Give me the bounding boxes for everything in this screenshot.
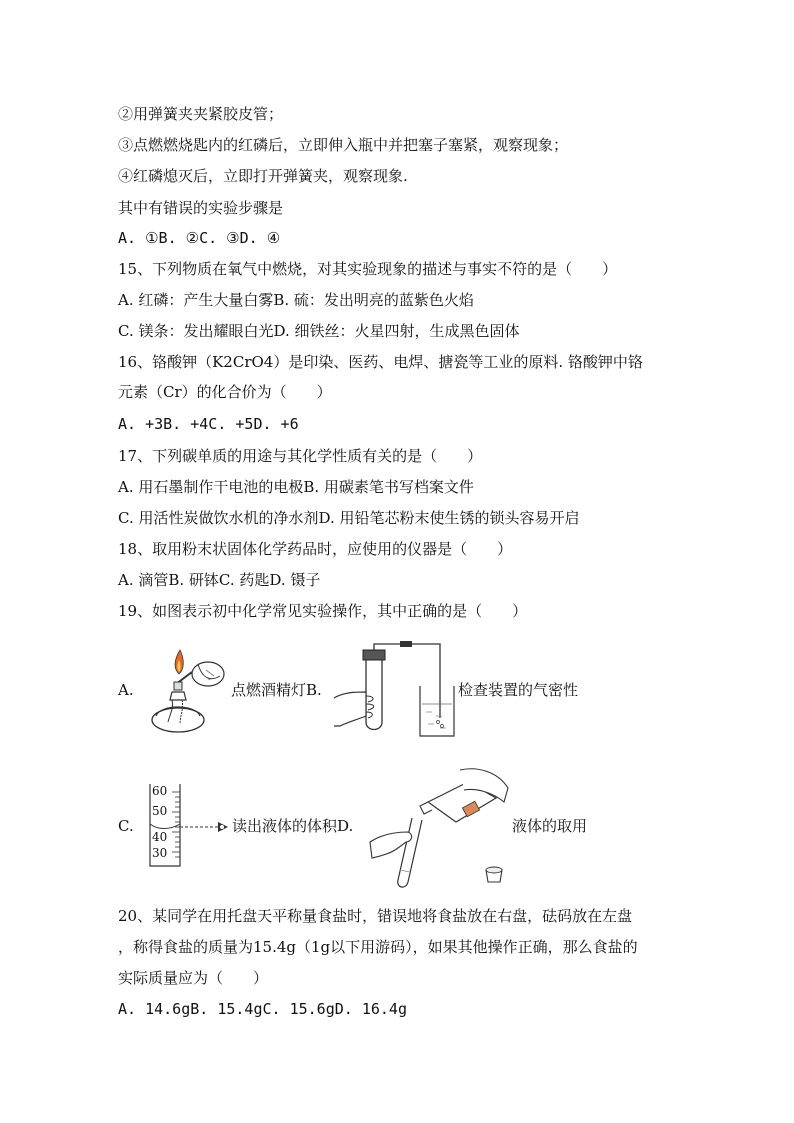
liquid-pouring-figure bbox=[368, 762, 513, 892]
q20-options: A. 14.6gB. 15.4gC. 15.6gD. 16.4g bbox=[118, 1000, 407, 1018]
q16-stem-line2: 元素（Cr）的化合价为（ ） bbox=[118, 383, 332, 401]
q17-stem: 17、下列碳单质的用途与其化学性质有关的是（ ） bbox=[118, 447, 483, 465]
q15-options-cd: C. 镁条：发出耀眼白光D. 细铁丝：火星四射，生成黑色固体 bbox=[118, 322, 520, 340]
q17-options-cd: C. 用活性炭做饮水机的净水剂D. 用铅笔芯粉末使生锈的锁头容易开启 bbox=[118, 509, 580, 527]
step-3-text: ③点燃燃烧匙内的红磷后，立即伸入瓶中并把塞子塞紧，观察现象； bbox=[118, 136, 569, 154]
q17-options-ab: A. 用石墨制作干电池的电极B. 用碳素笔书写档案文件 bbox=[118, 478, 474, 496]
step-4-text: ④红磷熄灭后，立即打开弹簧夹，观察现象. bbox=[118, 167, 408, 185]
scale-tick-60: 60 bbox=[152, 784, 168, 798]
option-d-text: 液体的取用 bbox=[512, 817, 588, 835]
scale-tick-40: 40 bbox=[152, 830, 168, 844]
q16-options: A. +3B. +4C. +5D. +6 bbox=[118, 415, 299, 433]
option-c-label: C. bbox=[118, 817, 134, 835]
q20-stem-line2: ，称得食盐的质量为15.4g（1g以下用游码），如果其他操作正确，那么食盐的 bbox=[118, 938, 638, 956]
option-c-text: 读出液体的体积D. bbox=[232, 817, 354, 835]
scale-tick-30: 30 bbox=[152, 846, 168, 860]
step-2-text: ②用弹簧夹夹紧胶皮管； bbox=[118, 105, 284, 123]
q15-stem: 15、下列物质在氧气中燃烧，对其实验现象的描述与事实不符的是（ ） bbox=[118, 260, 618, 278]
q19-stem: 19、如图表示初中化学常见实验操作，其中正确的是（ ） bbox=[118, 602, 528, 620]
q14-options: A. ①B. ②C. ③D. ④ bbox=[118, 229, 281, 247]
q18-options: A. 滴管B. 研钵C. 药匙D. 镊子 bbox=[118, 571, 321, 589]
q14-question-tail: 其中有错误的实验步骤是 bbox=[118, 199, 284, 217]
airtightness-check-figure bbox=[330, 640, 460, 740]
option-b-text: 检查装置的气密性 bbox=[458, 681, 579, 699]
q16-stem-line1: 16、铬酸钾（K2CrO4）是印染、医药、电焊、搪瓷等工业的原料. 铬酸钾中铬 bbox=[118, 353, 643, 371]
q15-options-ab: A. 红磷：产生大量白雾B. 硫：发出明亮的蓝紫色火焰 bbox=[118, 291, 474, 309]
alcohol-lamp-lighting-figure bbox=[146, 642, 228, 738]
scale-tick-50: 50 bbox=[152, 804, 168, 818]
q20-stem-line1: 20、某同学在用托盘天平称量食盐时，错误地将食盐放在右盘，砝码放在左盘 bbox=[118, 907, 633, 925]
option-a-label: A. bbox=[118, 681, 134, 699]
q20-stem-line3: 实际质量应为（ ） bbox=[118, 969, 269, 987]
q18-stem: 18、取用粉末状固体化学药品时，应使用的仪器是（ ） bbox=[118, 540, 513, 558]
option-a-text: 点燃酒精灯B. bbox=[231, 681, 322, 699]
